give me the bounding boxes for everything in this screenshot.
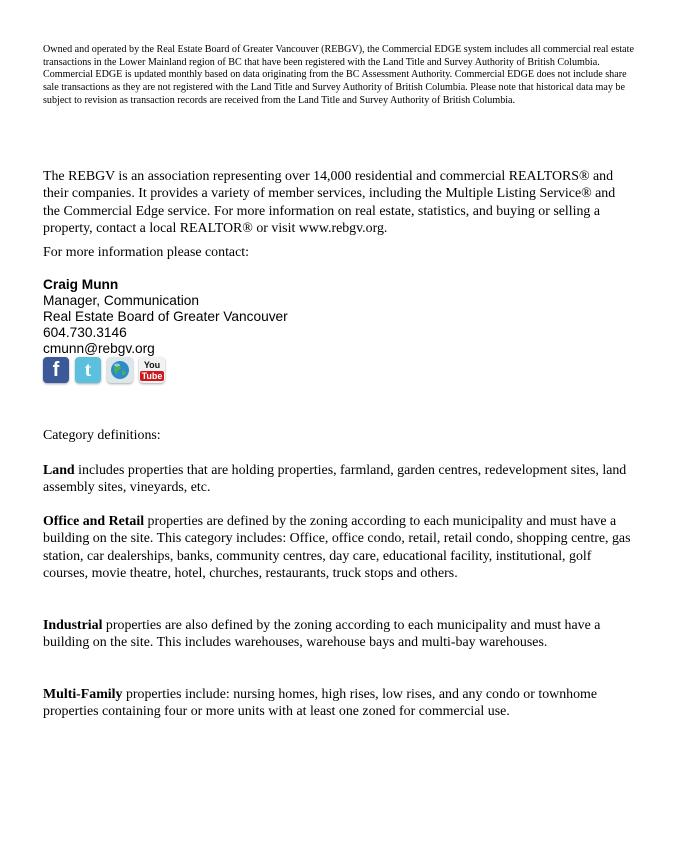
disclaimer-paragraph: Owned and operated by the Real Estate Board of Greater Vancouver (REBGV), the Commercial EDGE system includes all commercial real estate transactions in the Lower Mainland region of BC that have been registered with the Land Title and Survey Authority of British Columbia. Commercial EDGE is updated monthly based on data originating from the BC Assessment Authority. Commercial EDGE does not include share sale transactions as they are not registered with the Land Title and Survey Authority of British Columbia. Please note that historical data may be subject to revision as transaction records are received from the Land Title and Survey Authority of British Columbia. <box>43 44 634 106</box>
contact-title: Manager, Communication <box>43 293 199 308</box>
definition-term: Land <box>43 463 75 478</box>
youtube-you-text: You <box>143 359 161 370</box>
definition-term: Multi-Family <box>43 687 123 702</box>
contact-name: Craig Munn <box>43 277 119 292</box>
definition-office-retail <box>43 513 635 583</box>
definition-text: includes properties that are holding properties, farmland, garden centres, redevelopment sites, land assembly sites, vineyards, etc. <box>43 463 627 496</box>
definition-term: Office and Retail <box>43 514 145 529</box>
about-rebgv-paragraph: The REBGV is an association representing over 14,000 residential and commercial REALTORS® and their companies. It provides a variety of member services, including the Multiple Listing Service® and the Commercial Edge service. For more information on real estate, statistics, and buying or selling a property, contact a local REALTOR® or visit www.rebgv.org. <box>43 169 616 236</box>
youtube-tube-text: Tube <box>141 370 163 381</box>
facebook-icon[interactable]: f <box>43 357 69 383</box>
definition-multi-family <box>43 686 635 721</box>
contact-phone: 604.730.3146 <box>43 325 127 340</box>
definition-term: Industrial <box>43 618 103 633</box>
contact-email[interactable]: cmunn@rebgv.org <box>43 341 155 356</box>
definition-text: properties are also defined by the zoning according to each municipality and must have a building on the site. This includes warehouses, warehouse bays and multi-bay warehouses. <box>43 618 601 651</box>
contact-block <box>43 277 288 357</box>
definition-land <box>43 462 635 497</box>
definition-industrial <box>43 617 635 652</box>
youtube-icon[interactable] <box>139 357 165 383</box>
website-globe-icon[interactable] <box>107 357 133 383</box>
definition-text: properties include: nursing homes, high rises, low rises, and any condo or townhome properties containing four or more units with at least one zoned for commercial use. <box>43 687 597 720</box>
contact-organization: Real Estate Board of Greater Vancouver <box>43 309 288 324</box>
category-definitions-heading: Category definitions: <box>43 428 161 443</box>
twitter-icon[interactable]: t <box>75 357 101 383</box>
social-links <box>43 357 165 383</box>
contact-lead-text: For more information please contact: <box>43 245 249 260</box>
definition-text: properties are defined by the zoning according to each municipality and must have a building on the site. This category includes: Office, office condo, retail, retail condo, shopping centre, gas station, car dealerships, banks, community centres, day care, educational facility, institutional, golf courses, movie theatre, hotel, churches, restaurants, truck stops and others. <box>43 514 631 582</box>
